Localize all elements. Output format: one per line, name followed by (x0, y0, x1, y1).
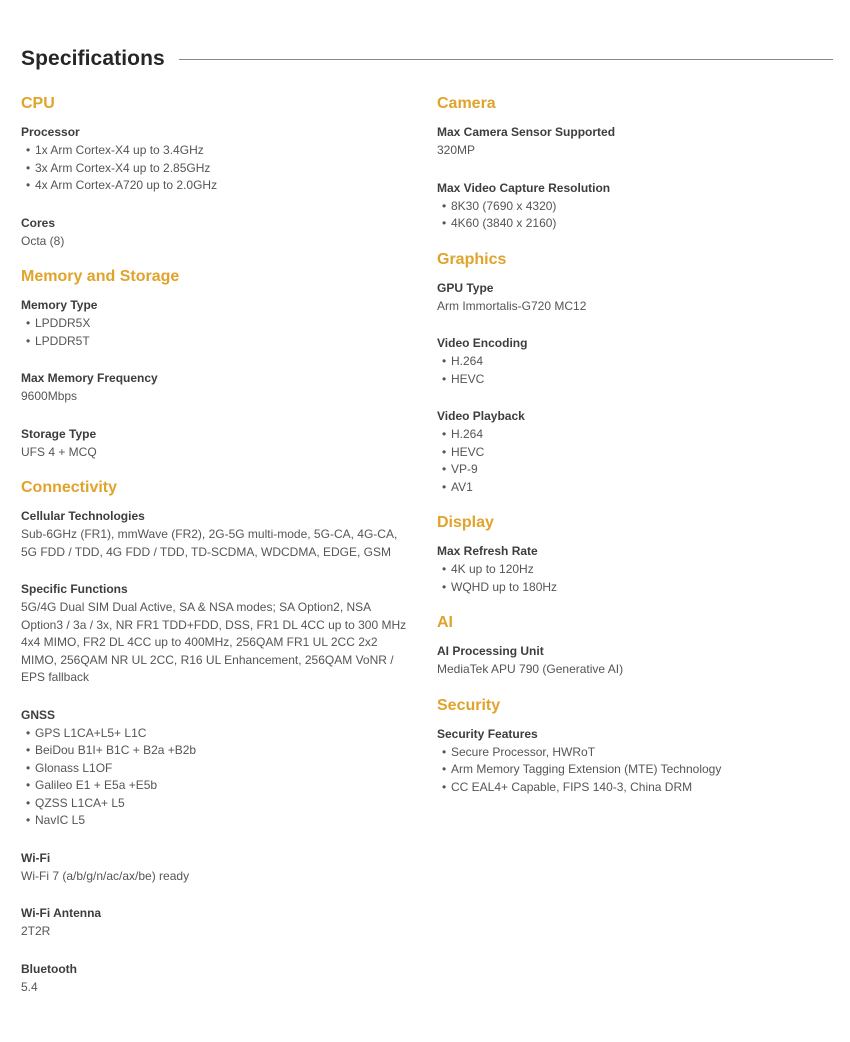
spec-value: UFS 4 + MCQ (21, 444, 97, 459)
spec-list (437, 561, 837, 596)
section-title-graphics: Graphics (437, 250, 507, 268)
list-item: • Galileo E1 + E5a +E5b (21, 777, 413, 795)
list-item: • NavIC L5 (21, 812, 413, 830)
list-item: • BeiDou B1I+ B1C + B2a +B2b (21, 742, 413, 760)
spec-video-encoding (437, 335, 837, 388)
spec-max-video-capture (437, 180, 837, 233)
section-title-connectivity: Connectivity (21, 479, 118, 496)
list-item: • Arm Memory Tagging Extension (MTE) Technology (437, 761, 837, 779)
page-header (21, 44, 833, 74)
list-item: • Glonass L1OF (21, 760, 413, 778)
spec-list (437, 744, 837, 797)
spec-list (437, 426, 837, 496)
spec-value: Arm Immortalis-G720 MC12 (437, 298, 587, 313)
list-item: • 1x Arm Cortex-X4 up to 3.4GHz (21, 142, 413, 160)
section-title-cpu: CPU (21, 95, 55, 112)
spec-label: Video Encoding (437, 336, 528, 350)
section-title-ai: AI (437, 614, 453, 631)
list-item: • WQHD up to 180Hz (437, 579, 837, 597)
section-cpu (21, 93, 413, 250)
section-graphics (437, 249, 837, 497)
section-display (437, 512, 837, 596)
spec-cellular-technologies (21, 508, 413, 561)
spec-label: Max Camera Sensor Supported (437, 125, 616, 139)
spec-max-memory-frequency (21, 370, 413, 406)
spec-label: Max Refresh Rate (437, 544, 538, 558)
section-title-display: Display (437, 514, 494, 531)
spec-label: AI Processing Unit (437, 644, 544, 658)
section-security (437, 695, 837, 797)
spec-video-playback (437, 408, 837, 496)
spec-gpu-type (437, 280, 837, 316)
spec-label: Memory Type (21, 298, 98, 312)
spec-memory-type (21, 297, 413, 350)
spec-label: Specific Functions (21, 582, 128, 596)
section-connectivity (21, 477, 413, 996)
list-item: • LPDDR5X (21, 315, 413, 333)
list-item: • 4x Arm Cortex-A720 up to 2.0GHz (21, 177, 413, 195)
spec-gnss (21, 707, 413, 830)
spec-label: Storage Type (21, 426, 97, 441)
list-item: • 4K60 (3840 x 2160) (437, 215, 837, 233)
spec-label: Cellular Technologies (21, 509, 145, 523)
section-ai (437, 612, 837, 679)
spec-list (21, 725, 413, 830)
list-item: • VP-9 (437, 461, 837, 479)
list-item: • 3x Arm Cortex-X4 up to 2.85GHz (21, 160, 413, 178)
spec-value: MediaTek APU 790 (Generative AI) (437, 662, 624, 676)
list-item: • H.264 (437, 426, 837, 444)
header-divider (179, 59, 833, 60)
spec-label: Security Features (437, 726, 538, 741)
spec-list (21, 315, 413, 350)
spec-list (21, 142, 413, 195)
section-camera (437, 93, 837, 233)
spec-value: Sub-6GHz (FR1), mmWave (FR2), 2G-5G multi-mode, 5G-CA, 4G-CA, 5G FDD / TDD, 4G FDD / TDD, TD-SCDMA, WDCDMA, EDGE, GSM (21, 527, 398, 559)
spec-cores (21, 215, 413, 251)
spec-list (437, 198, 837, 233)
spec-label: Max Memory Frequency (21, 371, 158, 385)
spec-label: Bluetooth (21, 961, 77, 976)
spec-label: GPU Type (437, 280, 494, 295)
list-item: • CC EAL4+ Capable, FIPS 140-3, China DRM (437, 779, 837, 797)
spec-list (437, 353, 837, 388)
section-memory-storage (21, 266, 413, 461)
spec-processor (21, 124, 413, 195)
spec-label: Wi-Fi Antenna (21, 906, 102, 920)
spec-security-features (437, 726, 837, 797)
right-column (437, 93, 837, 812)
list-item: • HEVC (437, 444, 837, 462)
spec-max-camera-sensor (437, 124, 837, 160)
list-item: • H.264 (437, 353, 837, 371)
spec-value: Octa (8) (21, 233, 65, 248)
spec-label: Cores (21, 215, 56, 230)
spec-label: Max Video Capture Resolution (437, 180, 611, 195)
spec-value: 5G/4G Dual SIM Dual Active, SA & NSA modes; SA Option2, NSA Option3 / 3a / 3x, NR FR1 TDD+FDD, DSS, FR1 DL 4CC up to 300 MHz 4x4 MIMO, FR2 DL 4CC up to 400MHz, 256QAM FR1 UL 2CC 2x2 MIMO, 256QAM NR UL 2CC, R16 UL Enhancement, 256QAM VoNR / EPS fallback (21, 600, 407, 684)
spec-value: 320MP (437, 143, 476, 157)
list-item: • AV1 (437, 479, 837, 497)
list-item: • QZSS L1CA+ L5 (21, 795, 413, 813)
spec-wifi-antenna (21, 905, 413, 941)
list-item: • LPDDR5T (21, 333, 413, 351)
spec-label: GNSS (21, 707, 56, 722)
spec-storage-type (21, 426, 413, 462)
spec-max-refresh-rate (437, 543, 837, 596)
list-item: • HEVC (437, 371, 837, 389)
page-title: Specifications (21, 47, 165, 70)
spec-bluetooth (21, 961, 413, 997)
list-item: • Secure Processor, HWRoT (437, 744, 837, 762)
spec-value: Wi-Fi 7 (a/b/g/n/ac/ax/be) ready (21, 868, 190, 883)
spec-label: Processor (21, 125, 80, 139)
spec-label: Video Playback (437, 409, 525, 423)
list-item: • 4K up to 120Hz (437, 561, 837, 579)
spec-value: 9600Mbps (21, 389, 78, 403)
section-title-memory: Memory and Storage (21, 268, 180, 285)
spec-label: Wi-Fi (21, 850, 51, 865)
left-column (21, 93, 413, 1012)
section-title-camera: Camera (437, 95, 496, 112)
spec-ai-processing-unit (437, 643, 837, 679)
spec-value: 5.4 (21, 979, 38, 994)
section-title-security: Security (437, 696, 501, 714)
spec-value: 2T2R (21, 924, 51, 938)
spec-specific-functions (21, 581, 413, 687)
spec-wifi (21, 850, 413, 886)
list-item: • GPS L1CA+L5+ L1C (21, 725, 413, 743)
list-item: • 8K30 (7690 x 4320) (437, 198, 837, 216)
